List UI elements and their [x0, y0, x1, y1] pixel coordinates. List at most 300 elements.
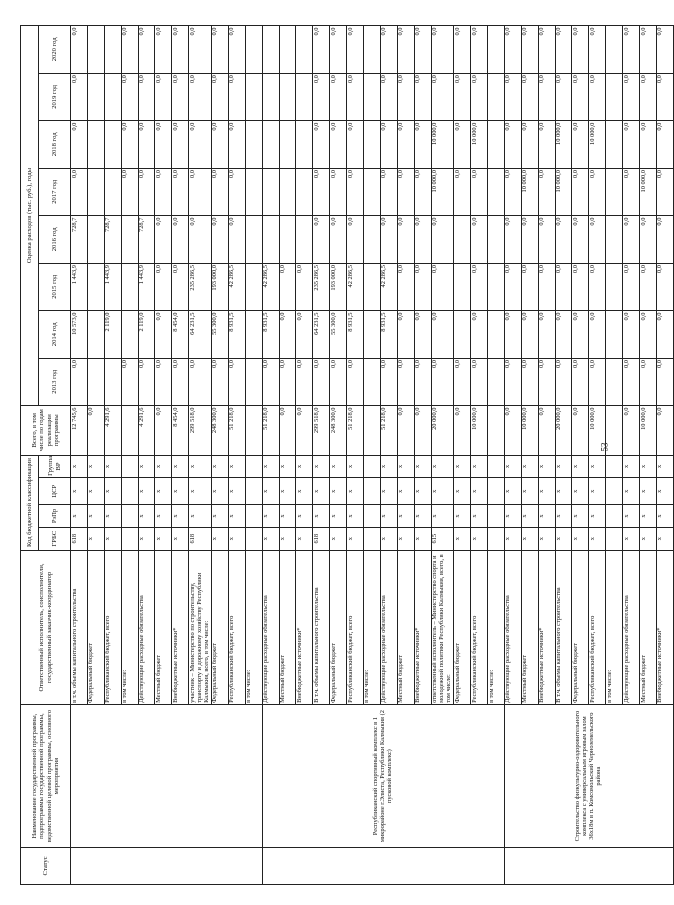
year-value-cell: 0,0 [121, 26, 138, 74]
year-value-cell: 0,0 [380, 73, 397, 120]
grbs-cell: х [589, 527, 606, 550]
year-value-cell: 10 000,0 [555, 168, 572, 215]
year-value-cell: 0,0 [155, 263, 172, 310]
vr-cell: х [71, 455, 88, 478]
responsible-cell: В т.ч. объемы капитального строительства [555, 550, 572, 705]
csr-cell: х [71, 478, 88, 505]
year-value-cell: 0,0 [296, 358, 313, 405]
year-value-cell: 0,0 [504, 168, 521, 215]
year-value-cell: 0,0 [521, 358, 538, 405]
year-value-cell: 0,0 [572, 216, 589, 263]
year-value-cell: 0,0 [397, 121, 414, 168]
year-value-cell [296, 73, 313, 120]
vr-cell: х [380, 455, 397, 478]
grbs-cell [245, 527, 262, 550]
year-value-cell [454, 263, 471, 310]
vr-cell: х [589, 455, 606, 478]
year-value-cell: 10 000,0 [431, 168, 454, 215]
csr-cell: х [211, 478, 228, 505]
total-cell: 0,0 [87, 406, 104, 456]
year-value-cell: 0,0 [380, 168, 397, 215]
year-value-cell: 10 000,0 [431, 121, 454, 168]
year-value-cell [363, 358, 380, 405]
year-value-cell: 0,0 [555, 26, 572, 74]
year-value-cell [488, 263, 505, 310]
year-value-cell: 0,0 [555, 216, 572, 263]
year-value-cell: 0,0 [189, 358, 212, 405]
year-value-cell: 0,0 [262, 358, 279, 405]
year-value-cell: 42 286,5 [228, 263, 245, 310]
year-value-cell: 0,0 [431, 73, 454, 120]
year-value-cell: 0,0 [155, 358, 172, 405]
total-cell: 4 291,6 [138, 406, 155, 456]
table-row [71, 26, 88, 885]
responsible-cell: Местный бюджет [279, 550, 296, 705]
vr-cell: х [172, 455, 189, 478]
program-name-cell: Строительство физкультурно-оздоровительного комплекса с универсальным игровым залом 36х18м в п. Комсомольский Черноземельского района [504, 705, 673, 847]
header-vr: Группа ВР [39, 455, 71, 478]
year-value-cell: 0,0 [347, 73, 364, 120]
year-value-cell [279, 168, 296, 215]
grbs-cell: х [155, 527, 172, 550]
csr-cell: х [104, 478, 121, 505]
responsible-cell: участник – Министерство по строительству, транспорту и дорожному хозяйству Республики Калмыкия, всего, в том числе: [189, 550, 212, 705]
year-value-cell: 0,0 [313, 121, 330, 168]
year-value-cell [87, 263, 104, 310]
year-value-cell: 0,0 [521, 121, 538, 168]
header-year: 2014 год [39, 311, 71, 358]
year-value-cell: 0,0 [414, 358, 431, 405]
year-value-cell: 0,0 [656, 311, 673, 358]
csr-cell: х [431, 478, 454, 505]
responsible-cell: Республиканский бюджет, всего [104, 550, 121, 705]
year-value-cell: 0,0 [623, 311, 640, 358]
year-value-cell: 0,0 [397, 263, 414, 310]
csr-cell: х [454, 478, 471, 505]
year-value-cell: 0,0 [589, 26, 606, 74]
year-value-cell: 0,0 [538, 121, 555, 168]
rzpr-cell: х [228, 505, 245, 528]
rzpr-cell: х [454, 505, 471, 528]
year-value-cell [279, 26, 296, 74]
year-value-cell: 0,0 [623, 263, 640, 310]
year-value-cell: 0,0 [431, 26, 454, 74]
rzpr-cell: х [640, 505, 657, 528]
grbs-cell: 618 [189, 527, 212, 550]
year-value-cell [104, 358, 121, 405]
header-grbs: ГРБС [39, 527, 71, 550]
rzpr-cell: х [471, 505, 488, 528]
year-value-cell: 0,0 [313, 216, 330, 263]
grbs-cell: х [279, 527, 296, 550]
year-value-cell: 0,0 [172, 358, 189, 405]
csr-cell: х [572, 478, 589, 505]
grbs-cell [606, 527, 623, 550]
year-value-cell [488, 168, 505, 215]
csr-cell [121, 478, 138, 505]
year-value-cell [104, 168, 121, 215]
rzpr-cell: х [504, 505, 521, 528]
year-value-cell [245, 311, 262, 358]
header-year: 2017 год [39, 168, 71, 215]
year-value-cell: 0,0 [538, 216, 555, 263]
vr-cell [121, 455, 138, 478]
year-value-cell: 0,0 [414, 26, 431, 74]
year-value-cell [606, 26, 623, 74]
year-value-cell: 0,0 [471, 73, 488, 120]
year-value-cell: 0,0 [431, 263, 454, 310]
csr-cell: х [414, 478, 431, 505]
vr-cell: х [211, 455, 228, 478]
year-value-cell [279, 216, 296, 263]
year-value-cell: 0,0 [155, 311, 172, 358]
grbs-cell: х [397, 527, 414, 550]
year-value-cell: 1 443,9 [71, 263, 88, 310]
rzpr-cell [606, 505, 623, 528]
year-value-cell: 0,0 [572, 121, 589, 168]
year-value-cell: 0,0 [640, 26, 657, 74]
vr-cell: х [138, 455, 155, 478]
total-cell: 20 000,0 [431, 406, 454, 456]
year-value-cell: 0,0 [572, 263, 589, 310]
year-value-cell [606, 358, 623, 405]
grbs-cell: х [521, 527, 538, 550]
year-value-cell: 0,0 [172, 26, 189, 74]
year-value-cell: 0,0 [330, 26, 347, 74]
responsible-cell: Республиканский бюджет, всего [347, 550, 364, 705]
year-value-cell [363, 73, 380, 120]
vr-cell: х [313, 455, 330, 478]
vr-cell: х [330, 455, 347, 478]
year-value-cell: 0,0 [330, 73, 347, 120]
grbs-cell: х [504, 527, 521, 550]
year-value-cell: 0,0 [138, 358, 155, 405]
year-value-cell: 0,0 [656, 26, 673, 74]
year-value-cell: 235 286,5 [313, 263, 330, 310]
year-value-cell: 0,0 [555, 358, 572, 405]
responsible-cell: Действующие расходные обязательства [138, 550, 155, 705]
year-value-cell [104, 73, 121, 120]
year-value-cell: 0,0 [471, 263, 488, 310]
year-value-cell [87, 311, 104, 358]
header-rzpr: РзПр [39, 505, 71, 528]
csr-cell: х [397, 478, 414, 505]
year-value-cell: 0,0 [172, 263, 189, 310]
year-value-cell: 0,0 [504, 311, 521, 358]
year-value-cell: 0,0 [155, 216, 172, 263]
page-number: 53 [599, 442, 610, 452]
year-value-cell: 0,0 [138, 168, 155, 215]
rzpr-cell: х [189, 505, 212, 528]
year-value-cell: 0,0 [471, 168, 488, 215]
year-value-cell: 10 000,0 [640, 168, 657, 215]
csr-cell [606, 478, 623, 505]
grbs-cell: 618 [71, 527, 88, 550]
grbs-cell: х [211, 527, 228, 550]
responsible-cell: ответственный исполнитель – Министерство спорта и молодежной политики Республики Калмыкия, всего, в том числе: [431, 550, 454, 705]
header-year: 2019 год [39, 73, 71, 120]
responsible-cell: Внебюджетные источники* [296, 550, 313, 705]
total-cell: 8 454,0 [172, 406, 189, 456]
responsible-cell: Внебюджетные источники* [172, 550, 189, 705]
header-year: 2018 год [39, 121, 71, 168]
rzpr-cell: х [414, 505, 431, 528]
total-cell: 20 000,0 [555, 406, 572, 456]
year-value-cell: 1 443,9 [104, 263, 121, 310]
year-value-cell: 0,0 [138, 26, 155, 74]
year-value-cell: 0,0 [397, 358, 414, 405]
rzpr-cell: х [623, 505, 640, 528]
year-value-cell: 0,0 [397, 168, 414, 215]
year-value-cell: 0,0 [313, 26, 330, 74]
year-value-cell: 0,0 [572, 168, 589, 215]
status-cell [71, 847, 263, 884]
rzpr-cell [363, 505, 380, 528]
year-value-cell: 0,0 [71, 73, 88, 120]
rzpr-cell: х [538, 505, 555, 528]
year-value-cell [245, 168, 262, 215]
year-value-cell [262, 73, 279, 120]
responsible-cell: Местный бюджет [397, 550, 414, 705]
year-value-cell: 0,0 [347, 121, 364, 168]
year-value-cell [363, 216, 380, 263]
rzpr-cell: х [555, 505, 572, 528]
grbs-cell: х [656, 527, 673, 550]
year-value-cell: 64 231,5 [313, 311, 330, 358]
grbs-cell: х [380, 527, 397, 550]
year-value-cell: 0,0 [228, 73, 245, 120]
year-value-cell: 0,0 [155, 121, 172, 168]
year-value-cell [87, 26, 104, 74]
year-value-cell: 0,0 [279, 263, 296, 310]
vr-cell: х [640, 455, 657, 478]
year-value-cell: 42 286,5 [262, 263, 279, 310]
year-value-cell: 0,0 [313, 73, 330, 120]
year-value-cell: 0,0 [172, 121, 189, 168]
grbs-cell: х [87, 527, 104, 550]
total-cell: 0,0 [414, 406, 431, 456]
year-value-cell: 0,0 [454, 73, 471, 120]
header-csr: ЦСР [39, 478, 71, 505]
csr-cell: х [380, 478, 397, 505]
year-value-cell: 0,0 [572, 311, 589, 358]
table-row [504, 26, 521, 885]
csr-cell: х [262, 478, 279, 505]
year-value-cell: 0,0 [347, 168, 364, 215]
total-cell: 0,0 [155, 406, 172, 456]
year-value-cell [262, 168, 279, 215]
header-responsible: Ответственный исполнитель, соисполнители, государственный заказчик-координатор [21, 550, 71, 705]
year-value-cell: 0,0 [521, 311, 538, 358]
year-value-cell: 0,0 [211, 121, 228, 168]
year-value-cell [245, 358, 262, 405]
grbs-cell: х [330, 527, 347, 550]
csr-cell: х [471, 478, 488, 505]
year-value-cell [87, 168, 104, 215]
year-value-cell: 0,0 [397, 73, 414, 120]
year-value-cell [279, 121, 296, 168]
year-value-cell [296, 121, 313, 168]
year-value-cell: 0,0 [640, 216, 657, 263]
year-value-cell: 0,0 [414, 168, 431, 215]
grbs-cell: 618 [313, 527, 330, 550]
grbs-cell: х [296, 527, 313, 550]
rzpr-cell: х [380, 505, 397, 528]
grbs-cell: х [138, 527, 155, 550]
year-value-cell: 0,0 [71, 358, 88, 405]
year-value-cell: 0,0 [656, 121, 673, 168]
total-cell: 0,0 [454, 406, 471, 456]
year-value-cell: 0,0 [71, 168, 88, 215]
year-value-cell: 1 443,9 [138, 263, 155, 310]
year-value-cell: 0,0 [555, 73, 572, 120]
responsible-cell: в том числе: [363, 550, 380, 705]
year-value-cell: 0,0 [504, 26, 521, 74]
header-name: Наименование государственной программы, подпрограммы государственной программы, ведомственной целевой программы, основного мероприятия [21, 705, 71, 847]
year-value-cell [363, 263, 380, 310]
grbs-cell: х [623, 527, 640, 550]
csr-cell: х [279, 478, 296, 505]
budget-table [20, 25, 674, 885]
total-cell: 4 291,6 [104, 406, 121, 456]
year-value-cell: 0,0 [330, 168, 347, 215]
year-value-cell: 0,0 [313, 168, 330, 215]
year-value-cell: 0,0 [431, 216, 454, 263]
csr-cell: х [296, 478, 313, 505]
year-value-cell: 10 000,0 [521, 168, 538, 215]
year-value-cell: 0,0 [414, 263, 431, 310]
rzpr-cell: х [397, 505, 414, 528]
grbs-cell [363, 527, 380, 550]
rzpr-cell: х [211, 505, 228, 528]
year-value-cell [488, 73, 505, 120]
year-value-cell: 0,0 [155, 26, 172, 74]
total-cell: 10 000,0 [521, 406, 538, 456]
year-value-cell [245, 121, 262, 168]
total-cell: 0,0 [397, 406, 414, 456]
responsible-cell: в том числе: [488, 550, 505, 705]
year-value-cell [296, 26, 313, 74]
total-cell: 0,0 [504, 406, 521, 456]
year-value-cell: 0,0 [313, 358, 330, 405]
program-name-cell [71, 705, 263, 847]
year-value-cell [363, 168, 380, 215]
grbs-cell: х [572, 527, 589, 550]
year-value-cell [363, 121, 380, 168]
year-value-cell [87, 216, 104, 263]
header-year: 2020 год [39, 26, 71, 74]
year-value-cell: 0,0 [471, 358, 488, 405]
rzpr-cell: х [313, 505, 330, 528]
year-value-cell [245, 73, 262, 120]
grbs-cell: 615 [431, 527, 454, 550]
vr-cell: х [431, 455, 454, 478]
responsible-cell: В т.ч. объемы капитального строительства [313, 550, 330, 705]
vr-cell: х [504, 455, 521, 478]
year-value-cell [488, 358, 505, 405]
year-value-cell [87, 358, 104, 405]
year-value-cell: 0,0 [397, 26, 414, 74]
responsible-cell: Федеральный бюджет [211, 550, 228, 705]
year-value-cell: 0,0 [380, 358, 397, 405]
header-year: 2015 год [39, 263, 71, 310]
header-codes-group: Код бюджетной классификации [21, 455, 39, 550]
responsible-cell: Действующие расходные обязательства [623, 550, 640, 705]
year-value-cell: 0,0 [431, 358, 454, 405]
year-value-cell: 0,0 [347, 26, 364, 74]
total-cell: 51 218,0 [262, 406, 279, 456]
total-cell: 299 518,0 [189, 406, 212, 456]
year-value-cell: 0,0 [380, 121, 397, 168]
rzpr-cell: х [155, 505, 172, 528]
year-value-cell [488, 311, 505, 358]
year-value-cell: 8 931,5 [228, 311, 245, 358]
grbs-cell: х [555, 527, 572, 550]
responsible-cell: Местный бюджет [155, 550, 172, 705]
year-value-cell: 0,0 [538, 73, 555, 120]
year-value-cell [488, 216, 505, 263]
year-value-cell: 0,0 [189, 216, 212, 263]
year-value-cell: 0,0 [538, 263, 555, 310]
vr-cell: х [296, 455, 313, 478]
csr-cell: х [87, 478, 104, 505]
year-value-cell: 10 000,0 [589, 121, 606, 168]
year-value-cell [104, 26, 121, 74]
year-value-cell [488, 121, 505, 168]
year-value-cell: 0,0 [121, 121, 138, 168]
total-cell: 10 000,0 [640, 406, 657, 456]
responsible-cell: Федеральный бюджет [572, 550, 589, 705]
year-value-cell: 0,0 [189, 168, 212, 215]
year-value-cell: 0,0 [279, 311, 296, 358]
csr-cell: х [538, 478, 555, 505]
year-value-cell: 193 000,0 [330, 263, 347, 310]
year-value-cell [363, 311, 380, 358]
year-value-cell: 0,0 [504, 73, 521, 120]
csr-cell: х [330, 478, 347, 505]
year-value-cell: 0,0 [347, 358, 364, 405]
csr-cell [488, 478, 505, 505]
rzpr-cell: х [104, 505, 121, 528]
csr-cell: х [623, 478, 640, 505]
year-value-cell: 10 000,0 [471, 121, 488, 168]
year-value-cell: 0,0 [640, 121, 657, 168]
vr-cell: х [572, 455, 589, 478]
year-value-cell: 0,0 [589, 216, 606, 263]
year-value-cell: 0,0 [211, 168, 228, 215]
year-value-cell: 0,0 [296, 311, 313, 358]
total-cell: 248 300,0 [211, 406, 228, 456]
year-value-cell: 0,0 [538, 311, 555, 358]
grbs-cell: х [262, 527, 279, 550]
responsible-cell: Действующие расходные обязательства [380, 550, 397, 705]
year-value-cell: 0,0 [121, 168, 138, 215]
total-cell: 299 518,0 [313, 406, 330, 456]
year-value-cell: 0,0 [211, 358, 228, 405]
year-value-cell: 2 119,0 [104, 311, 121, 358]
csr-cell [363, 478, 380, 505]
rzpr-cell: х [572, 505, 589, 528]
year-value-cell: 0,0 [454, 121, 471, 168]
year-value-cell: 0,0 [589, 168, 606, 215]
year-value-cell: 0,0 [521, 26, 538, 74]
csr-cell: х [228, 478, 245, 505]
year-value-cell: 0,0 [228, 26, 245, 74]
year-value-cell: 0,0 [431, 311, 454, 358]
year-value-cell: 728,7 [104, 216, 121, 263]
responsible-cell: Федеральный бюджет [330, 550, 347, 705]
year-value-cell: 0,0 [414, 311, 431, 358]
